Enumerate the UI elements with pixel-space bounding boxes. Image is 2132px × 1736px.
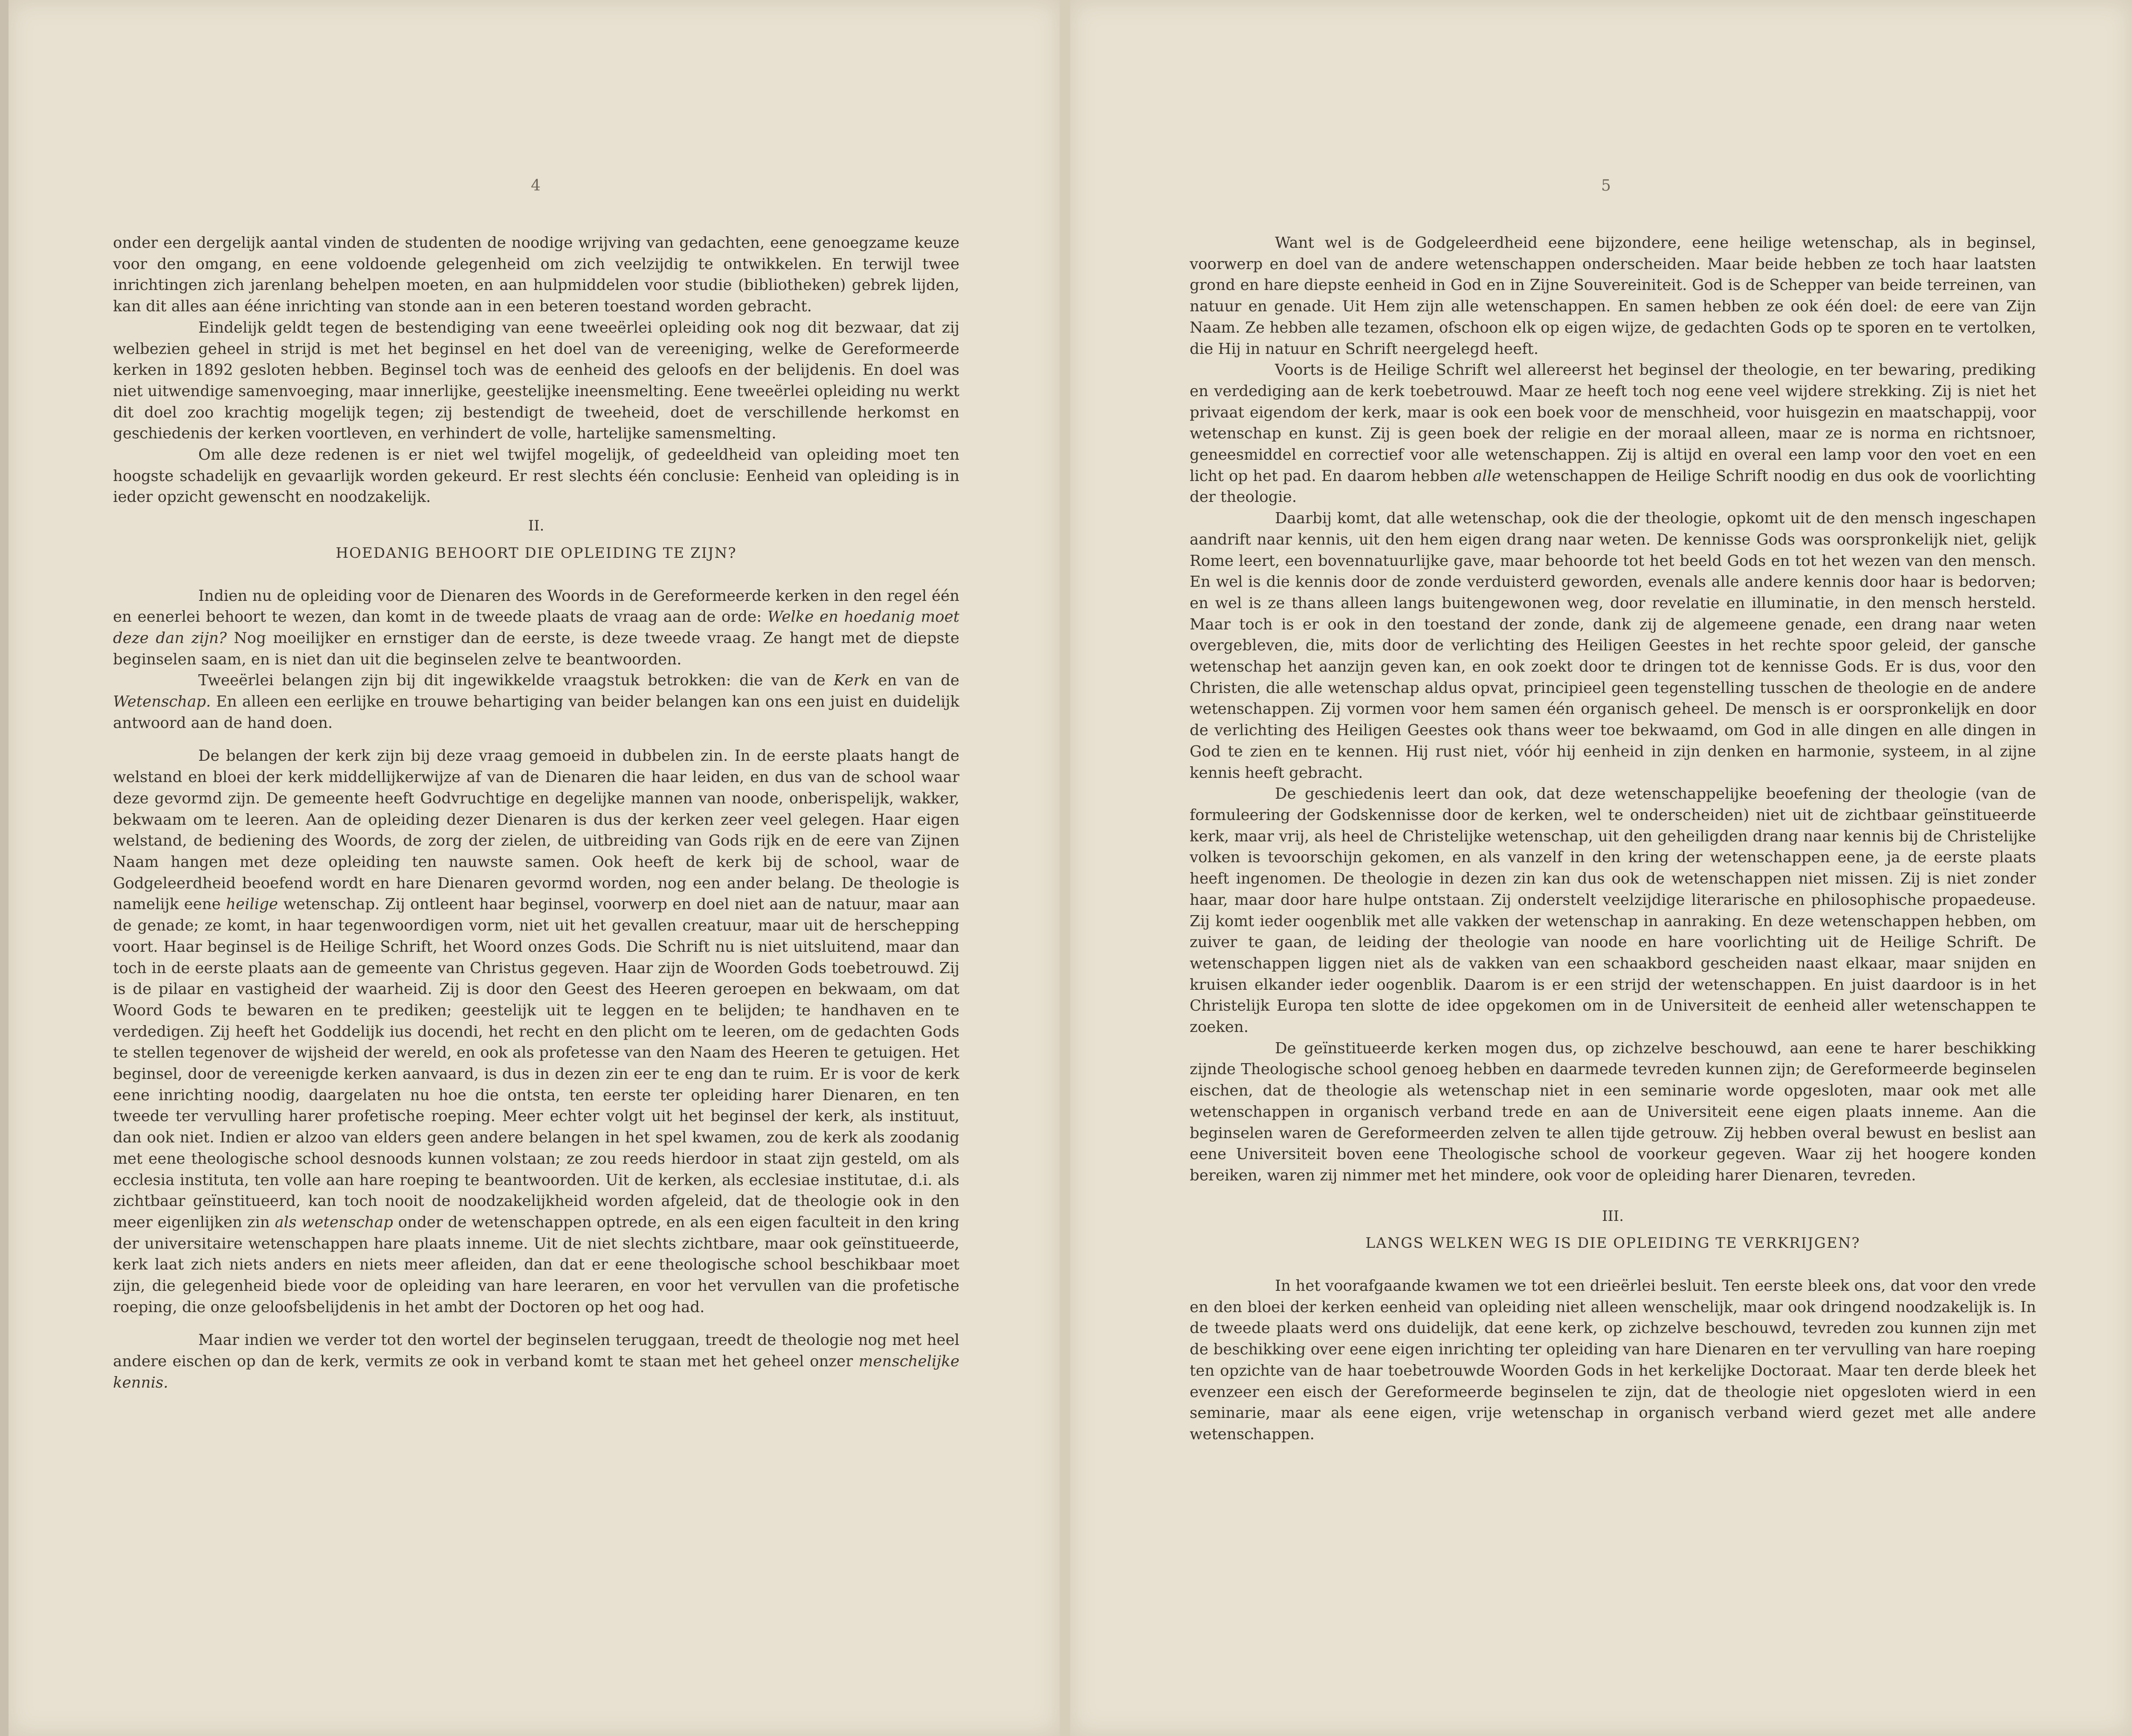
text-run: Tweeërlei belangen zijn bij dit ingewikkelde vraagstuk betrokken: die van de [198,672,834,690]
italic-text: Welke en hoedanig moet deze dan zijn? [113,608,959,647]
text-run: Voorts is de Heilige Schrift wel allereerst het beginsel der theologie, en ter bewaring, prediking en verdediging aan de kerk toebetrouwd. Maar ze heeft toch nog eene veel wijdere strekking. Zij is niet het privaat eigendom der kerk, maar is ook een boek voor de menschheid, voor huisgezin en maatschappij, voor wetenschap en kunst. Zij is geen boek der religie en der moraal alleen, maar ze is norma en richtsnoer, geneesmiddel en correctief voor alle wetenschappen. Zij is altijd en overal een lamp voor den voet en een licht op het pad. En daarom hebben [1190,361,2036,485]
italic-text: Kerk [833,672,870,690]
text-run: wetenschap. Zij ontleent haar beginsel, voorwerp en doel niet aan de natuur, maar aan de genade; ze komt, in haar tegenwoordigen vorm, niet uit het gevallen creatuur, maar uit de herschepping voort. Haar beginsel is de Heilige Schrift, het Woord onzes Gods. Die Schrift nu is niet uitsluitend, maar dan toch in de eerste plaats aan de gemeente van Christus gegeven. Haar zijn de Woorden Gods toebetrouwd. Zij is de pilaar en vastigheid der waarheid. Zij is door den Geest des Heeren geroepen en bekwaam, om dat Woord Gods te bewaren en te prediken; geestelijk uit te leggen en te belijden; te handhaven en te verdedigen. Zij heeft het Goddelijk ius docendi, het recht en den plicht om te leeren, om de gedachten Gods te stellen tegenover de wijsheid der wereld, en ook als profetesse van den Naam des Heeren te getuigen. Het beginsel, door de vereenigde kerken aanvaard, is dus in dezen zin eer te eng dan te ruim. Er is voor de kerk eene inrichting noodig, daargelaten nu hoe die ontsta, ten eerste ter opleiding harer Dienaren, en ten tweede ter vervulling harer profetische roeping. Meer echter volgt uit het beginsel der kerk, als instituut, dan ook niet. Indien er alzoo van elders geen andere belangen in het spel kwamen, zou de kerk als zoodanig met eene theologische school desnoods kunnen volstaan; ze zou reeds hierdoor in staat zijn gesteld, om als ecclesia instituta, ten volle aan hare roeping te beantwoorden. Uit de kerken, als ecclesiae institutae, d.i. als zichtbaar geïnstitueerd, kan toch nooit de noodzakelijkheid worden afgeleid, dat de theologie ook in den meer eigenlijken zin [113,896,959,1231]
section-heading: LANGS WELKEN WEG IS DIE OPLEIDING TE VERKRIJGEN? [1365,1235,1860,1252]
paragraph [1190,359,2036,508]
text-run: De belangen der kerk zijn bij deze vraag gemoeid in dubbelen zin. In de eerste plaats hangt de welstand en bloei der kerk middellijkerwijze af van de Dienaren die haar leiden, en dus van de school waar deze gevormd zijn. De gemeente heeft Godvruchtige en degelijke mannen van noode, onberispelijk, wakker, bekwaam om te leeren. Aan de opleiding dezer Dienaren is dus der kerken zeer veel gelegen. Haar eigen welstand, de bediening des Woords, de zorg der zielen, de uitbreiding van Gods rijk en de eere van Zijnen Naam hangen met deze opleiding ten nauwste samen. Ook heeft de kerk bij de school, waar de Godgeleerdheid beoefend wordt en hare Dienaren gevormd worden, nog een ander belang. De theologie is namelijk eene [113,747,959,913]
left-page [9,0,1060,1736]
section-heading: HOEDANIG BEHOORT DIE OPLEIDING TE ZIJN? [336,544,737,562]
paragraph: Daarbij komt, dat alle wetenschap, ook die der theologie, opkomt uit de den mensch ingeschapen aandrift naar kennis, uit den hem eigen drang naar weten. De kennisse Gods was oorspronkelijk niet, gelijk Rome leert, een bovennatuurlijke gave, maar behoorde tot het beeld Gods en tot het wezen van den mensch. En wel is die kennis door de zonde verduisterd geworden, evenals alle andere kennis door haar is bedorven; en wel is ze thans alleen langs buitengewonen weg, door revelatie en illuminatie, in den mensch hersteld. Maar toch is er ook in den toestand der zonde, dank zij de algemeene genade, een drang naar weten overgebleven, die, mits door de verlichting des Heiligen Geestes in het rechte spoor geleid, der gansche wetenschap het aanzijn geven kan, en ook zoekt door te dringen tot de kennisse Gods. Er is dus, voor den Christen, die alle wetenschap aldus opvat, principieel geen tegenstelling tusschen de theologie en de andere wetenschappen. Zij vormen voor hem samen één organisch geheel. De mensch is er oorspronkelijk en door de verlichting des Heiligen Geestes ook thans weer toe bekwaamd, om God in alle dingen en alle dingen in God te zien en te kennen. Hij rust niet, vóór hij eenheid in zijn denken en harmonie, systeem, in al zijne kennis heeft gebracht. [1190,510,2036,782]
paragraph: In het voorafgaande kwamen we tot een drieërlei besluit. Ten eerste bleek ons, dat voor den vrede en den bloei der kerken eenheid van opleiding niet alleen wenschelijk, maar ook dringend noodzakelijk is. In de tweede plaats werd ons duidelijk, dat eene kerk, op zichzelve beschouwd, tevreden zou kunnen zijn met de beschikking over eene eigen inrichting ter opleiding van hare Dienaren en ter vervulling van hare roeping ten opzichte van de haar toebetrouwde Woorden Gods in het kerkelijke Doctoraat. Maar ten derde bleek het evenzeer een eisch der Gereformeerde beginselen te zijn, dat de theologie niet opgesloten wierd in een seminarie, maar als eene eigen, vrije wetenschap in organisch verband wierd gezet met alle andere wetenschappen. [1190,1277,2036,1443]
book-gutter [1060,0,1070,1736]
right-page [1070,0,2132,1736]
section-number: II. [528,517,545,535]
text-run: wetenschappen de Heilige Schrift noodig en dus ook de voorlichting der theologie. [1190,467,2036,506]
text-run: onder de wetenschappen optrede, en als een eigen faculteit in den kring der universitaire wetenschappen hare plaats inneme. Uit de niet slechts zichtbare, maar ook geïnstitueerde, kerk laat zich niets anders en niets meer afleiden, dan dat er eene theologische school beschikbaar moet zijn, die gelegenheid biede voor de opleiding van hare leeraren, en voor het vervullen van die profetische roeping, die onze geloofsbelijdenis in het ambt der Doctoren op het oog had. [113,1213,959,1316]
italic-text: menschelijke kennis. [113,1353,959,1391]
text-run: Indien nu de opleiding voor de Dienaren des Woords in de Gereformeerde kerken in den regel één en eenerlei behoort te wezen, dan komt in de tweede plaats de vraag aan de orde: [113,587,959,626]
italic-text: heilige [226,896,278,913]
paragraph [113,670,959,733]
text-run: en van de [870,672,959,690]
italic-text: als wetenschap [275,1213,393,1231]
paragraph: Want wel is de Godgeleerdheid eene bijzondere, eene heilige wetenschap, als in beginsel, voorwerp en doel van de andere wetenschappen onderscheiden. Maar beide hebben ze toch haar laatsten grond en hare diepste eenheid in God en in Zijne Souvereiniteit. God is de Schepper van beide terreinen, van natuur en genade. Uit Hem zijn alle wetenschappen. En samen hebben ze ook één doel: de eere van Zijn Naam. Ze hebben alle tezamen, ofschoon elk op eigen wijze, de gedachten Gods op te sporen en te vertolken, die Hij in natuur en Schrift neergelegd heeft. [1190,234,2036,358]
right-page-text [1190,232,2036,1445]
text-run: Maar indien we verder tot den wortel der beginselen teruggaan, treedt de theologie nog met heel andere eischen op dan de kerk, vermits ze ook in verband komt te staan met het geheel onzer [113,1331,959,1371]
paragraph: Eindelijk geldt tegen de bestendiging van eene tweeërlei opleiding ook nog dit bezwaar, dat zij welbezien geheel in strijd is met het beginsel en het doel van de vereeniging, welke de Gereformeerde kerken in 1892 gesloten hebben. Beginsel toch was de eenheid des geloofs en der belijdenis. En doel was niet uitwendige samenvoeging, maar innerlijke, geestelijke ineensmelting. Eene tweeërlei opleiding nu werkt dit doel zoo krachtig mogelijk tegen; zij bestendigt de tweeheid, doet de verschillende herkomst en geschiedenis der kerken voortleven, en verhindert de volle, hartelijke samensmelting. [113,319,959,443]
italic-text: Wetenschap. [113,693,211,711]
paragraph [113,745,959,1318]
left-page-text [113,232,959,1394]
text-run: Nog moeilijker en ernstiger dan de eerste, is deze tweede vraag. Ze hangt met de diepste beginselen saam, en is niet dan uit die beginselen zelve te beantwoorden. [113,629,959,668]
italic-text: alle [1473,467,1501,485]
section-number: III. [1602,1207,1624,1225]
paragraph: Om alle deze redenen is er niet wel twijfel mogelijk, of gedeeldheid van opleiding moet ten hoogste schadelijk en gevaarlijk worden gekeurd. Er rest slechts één conclusie: Eenheid van opleiding is in ieder opzicht gewenscht en noodzakelijk. [113,446,959,506]
paragraph [113,585,959,670]
page-number-right: 5 [1601,177,1611,194]
paragraph: De geschiedenis leert dan ook, dat deze wetenschappelijke beoefening der theologie (van de formuleering der Godskennisse door de kerken, wel te onderscheiden) niet uit de zichtbaar geïnstitueerde kerk, maar vrij, als heel de Christelijke wetenschap, uit den geheiligden drang naar kennis bij de Christelijke volken is tevoorschijn gekomen, en als vanzelf in den kring der wetenschappen eene, ja de eerste plaats heeft ingenomen. De theologie in dezen zin kan dus ook de wetenschappen niet missen. Zij is niet zonder haar, maar door hare hulpe ontstaan. Zij onderstelt veelzijdige literarische en philosophische propaedeuse. Zij komt ieder oogenblik met alle vakken der wetenschap in aanraking. En deze wetenschappen hebben, om zuiver te gaan, de leiding der theologie van noode en hare voorlichting uit de Heilige Schrift. De wetenschappen liggen niet als de vakken van een schaakbord gescheiden naast elkaar, maar snijden en kruisen elkander ieder oogenblik. Daarom is er een strijd der wetenschappen. En juist daardoor is in het Christelijk Europa ten slotte de idee opgekomen om in de Universiteit de eenheid aller wetenschappen te zoeken. [1190,785,2036,1036]
paragraph: onder een dergelijk aantal vinden de studenten de noodige wrijving van gedachten, eene genoegzame keuze voor den omgang, en eene voldoende gelegenheid om zich veelzijdig te ontwikkelen. En terwijl twee inrichtingen zich jarenlang behelpen moeten, en aan hulpmiddelen voor studie (bibliotheken) gebrek lijden, kan dit alles aan ééne inrichting van stonde aan in een beteren toestand worden gebracht. [113,234,959,316]
paragraph: De geïnstitueerde kerken mogen dus, op zichzelve beschouwd, aan eene te harer beschikking zijnde Theologische school genoeg hebben en daarmede tevreden kunnen zijn; de Gereformeerde beginselen eischen, dat de theologie als wetenschap niet in een seminarie worde opgesloten, maar ook met alle wetenschappen in organisch verband trede en aan de Universiteit eene eigen plaats inneme. Aan die beginselen waren de Gereformeerden zelven te allen tijde getrouw. Zij hebben overal bewust en beslist aan eene Universiteit boven eene Theologische school de voorkeur gegeven. Waar zij het hoogere konden bereiken, waren zij nimmer met het mindere, ook voor de opleiding harer Dienaren, tevreden. [1190,1039,2036,1184]
paragraph [113,1330,959,1393]
text-run: En alleen een eerlijke en trouwe behartiging van beider belangen kan ons een juist en duidelijk antwoord aan de hand doen. [113,693,959,732]
page-number-left: 4 [531,177,541,194]
